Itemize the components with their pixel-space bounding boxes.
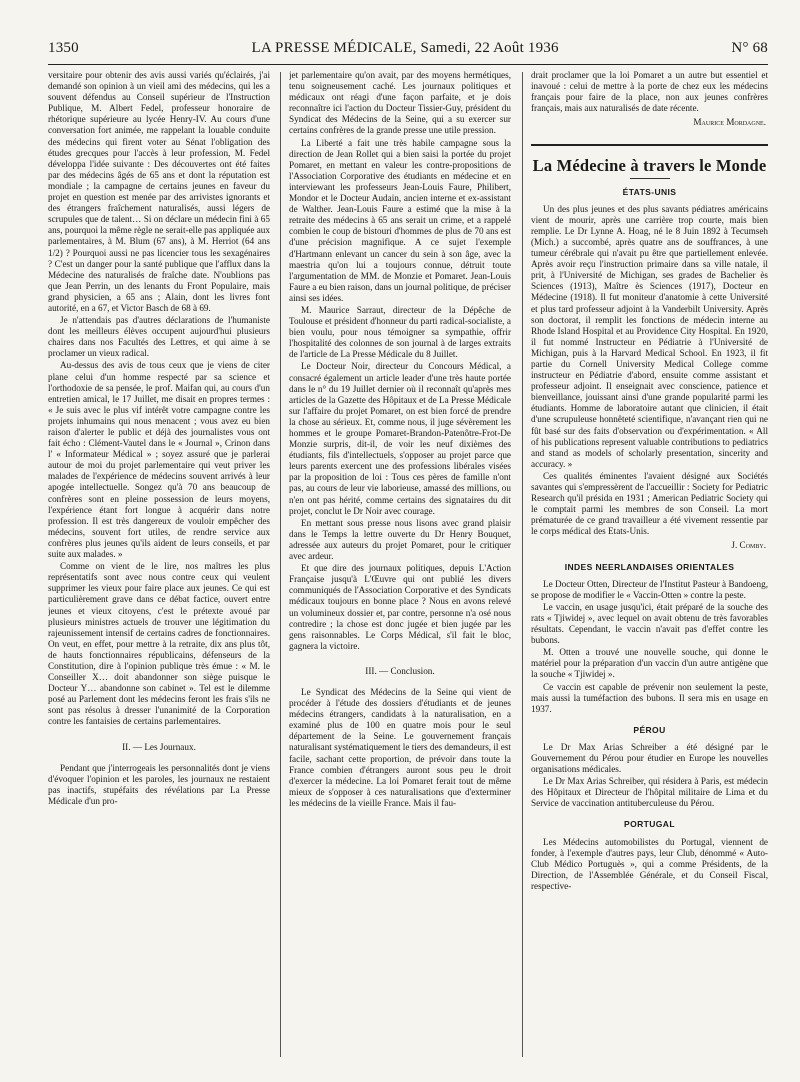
paragraph: Le Syndicat des Médecins de la Seine qui vient de procéder à l'étude des dossiers d'étudiants et de jeunes médecins étrangers, candidats à la naturalisation, en a examiné plus de 100 en quatre mois pour le seul département de la Seine. Le gouvernement français naturalisant systématiquement le tiers des demandeurs, il est facile, sachant cette proportion, de prévoir dans toute la France combien d'étrangers auront sous peu le droit d'exercer la médecine. La loi Pomaret ferait tout de même mieux de s'opposer à ces naturalisations que d'exterminer les médecins de la vieille France. Mais il fau- [289, 686, 511, 808]
paragraph: Le Dr Max Arias Schreiber a été désigné par le Gouvernement du Pérou pour étudier en Europe les nouvelles organisations médicales. [531, 741, 768, 775]
paragraph: Et que dire des journaux politiques, depuis L'Action Française jusqu'à L'Œuvre qui ont publié les divers communiqués de l'Association Corporative et des Syndicats médicaux toujours en bonne place ? Nous en avons relevé un volumineux dossier et, par contre, personne n'a osé nous contredire ; la chose est donc jugée et bien jugée par les gens raisonnables. Le Corps Médical, s'il fait le bloc, gagnera la victoire. [289, 563, 511, 651]
paragraph: Comme on vient de le lire, nos maîtres les plus représentatifs sont avec nous contre ceux qui veulent supprimer les vieux pour faire place aux jeunes. Ce qui est particulièrement grave dans ce débat factice, ouvert entre jeunes et vieux citoyens, c'est le prétexte avoué par plusieurs ministres actuels de trouver une légitimation du rajeunissement intensif de certains cadres de fonctionnaires. On veut, en effet, pour mettre à la retraite, dix ans plus tôt, de hauts fonctionnaires républicains, défenseurs de la Constitution, dire à l'opinion publique très émue : « M. le Conseiller X… doit abandonner son siège puisque le Docteur Y… abandonne son cabinet ». Tel est le dilemme posé au Parlement dont les médecins feront les frais s'ils ne sont pas résolus à dresser l'unanimité de la Corporation contre les fantaisies de certains parlementaires. [48, 561, 270, 727]
paragraph: Le vaccin, en usage jusqu'ici, était préparé de la souche des rats « Tjiwidej », avec lequel on avait obtenu de très favorables résultats. Cependant, le vaccin n'avait pas d'effet contre les bubons. [531, 601, 768, 646]
column-1 [48, 70, 270, 1060]
country-heading-etats-unis: ÉTATS-UNIS [622, 186, 677, 197]
paragraph: En mettant sous presse nous lisons avec grand plaisir dans le Temps la lettre ouverte du Dr Henry Bouquet, adressée aux auteurs du projet Pomaret, pour le critiquer avec ardeur. [289, 517, 511, 562]
country-heading-perou: PÉROU [633, 724, 666, 735]
paragraph: M. Maurice Sarraut, directeur de la Dépêche de Toulouse et président d'honneur du parti radical-socialiste, a bien voulu, pour nous témoigner sa sympathie, offrir l'hospitalité des colonnes de son journal à de larges extraits de l'article de La Presse Médicale du 8 Juillet. [289, 304, 511, 360]
paragraph: M. Otten a trouvé une nouvelle souche, qui donne le matériel pour la préparation d'un vaccin d'un autre antigène que la souche « Tjiwidej ». [531, 647, 768, 680]
column-2 [289, 70, 511, 1060]
paragraph: drait proclamer que la loi Pomaret a un autre but essentiel et inavoué : celui de mettre à la porte de chez eux les médecins français pour faire de la place, non aux jeunes confrères français, mais aux naturalisés de date récente. [531, 70, 768, 114]
issue-number: N° 68 [731, 40, 768, 56]
author-signature: Maurice Mordagne. [693, 117, 766, 128]
publication-title: LA PRESSE MÉDICALE, Samedi, 22 Août 1936 [251, 40, 559, 56]
paragraph: Au-dessus des avis de tous ceux que je viens de citer plane celui d'un homme respecté par sa science et l'orthodoxie de sa pensée, le prof. Maifan qui, au cours d'un entretien amical, le 17 Juillet, me disait en propres termes : « Je suis avec le plus vif intérêt votre campagne contre les projets inhumains qui nous menacent ; vous avez eu bien raison d'alerter le public et déjà des journalistes vous ont fait écho : Clément-Vautel dans le « Journal », Crinon dans l' « Informateur Médical » ; soyez assuré que je parlerai autour de moi du projet parlementaire qui veut priver les malades de l'expérience de médecins souvent arrivés à leur apogée intellectuelle. Songez qu'à 70 ans beaucoup de confrères sont en pleine possession de leurs moyens, l'expérience étant fort longue à acquérir dans notre profession. Il est très dangereux de vouloir empêcher des médecins, souvent fort utiles, de rendre service aux confrères plus jeunes qu'ils aident de leurs conseils, et par suite aux malades. » [48, 360, 270, 560]
paragraph: Un des plus jeunes et des plus savants pédiatres américains vient de mourir, après une carrière trop courte, mais bien remplie. Le Dr Lynne A. Hoag, né le 8 Juin 1892 à Tecumseh (Mich.) a succombé, après quatre ans de souffrances, à une tumeur cérébrale qui n'avait pu être que partiellement enlevée. Après avoir reçu l'instruction primaire dans sa ville natale, il prit, à l'Université de Michigan, ses grades de Bachelier ès Sciences (1913), Maître ès Sciences (1917), Docteur en Médecine (1918). Il fut moniteur d'anatomie à cette Université et plus tard professeur adjoint à la Vanderbilt University. Après son doctorat, il remplit les fonctions de médecin interne au Rhode Island Hospital et au Providence City Hospital. En 1920, il fut nommé Instructeur en Pédiatrie à l'Université de Michigan, puis à la Harvard Medical School. En 1923, il fit partie du Cornell University Medical College comme instructeur en Pédiatrie d'abord, ensuite comme assistant et professeur adjoint. Il enseignait avec conscience, patience et bienveillance, jouissant ainsi d'une grande popularité parmi les étudiants. Homme de laboratoire autant que clinicien, il était d'une scrupuleuse honnêteté scientifique, n'avançant rien qui ne fût basé sur des faits d'observation ou d'expérimentation. « All of his publications represent valuable contributions to pediatrics and stand as models of scholarly presentation, sincerity and accuracy. » [531, 203, 768, 469]
paragraph: Le Docteur Otten, Directeur de l'Institut Pasteur à Bandoeng, se propose de modifier le « Vaccin-Otten » contre la peste. [531, 578, 768, 600]
country-heading-portugal: PORTUGAL [624, 819, 675, 830]
paragraph: Les Médecins automobilistes du Portugal, viennent de fonder, à l'exemple d'autres pays, leur Club, dénommé « Auto-Club Médico Portuguès », qui a comme Présidents, de la Direction, de l'Assemblée Générale, et du Conseil Fiscal, respective- [531, 836, 768, 891]
paragraph: Pendant que j'interrogeais les personnalités dont je viens d'évoquer l'opinion et les paroles, les journaux ne restaient pas inactifs, stupéfaits des révélations par La Presse Médicale d'un pro- [48, 762, 270, 806]
subheading-journaux: II. — Les Journaux. [122, 741, 196, 752]
title-underline [630, 178, 670, 179]
paragraph: Ces qualités éminentes l'avaient désigné aux Sociétés savantes qui s'empressèrent de l'accueillir : Society for Pediatric Research qu'il présida en 1931 ; American Pediatric Society qui le comptait parmi les membres de son Conseil. La mort prématurée de ce grand travailleur a été vivement ressentie par le corps médical des Etats-Unis. [531, 470, 768, 537]
masthead-rule [48, 64, 768, 65]
paragraph: Le Docteur Noir, directeur du Concours Médical, a consacré également un article leader d'une très haute portée dans le n° du 19 Juillet dernier où il reconnaît qu'après mes articles de la Gazette des Hôpitaux et de La Presse Médicale sur l'affaire du projet Pomaret, on est bien forcé de prendre la chose au sérieux. Et, comme nous, il juge sévèrement les hommes et le groupe Pomaret-Brandon-Patenôtre-Frot-De Monzie surpris, dit-il, de voir les neuf dixièmes des étudiants, fils d'intellectuels, s'opposer au projet parce que leurs parents exercent une des professions libérales visées par la proposition de loi : Tous ces pères de famille n'ont pas, au cours de leur vie laborieuse, amassé des millions, ou n'en ont pas hérité, comme certains des signataires du dit projet, conclut le Dr Noir avec courage. [289, 361, 511, 516]
page-number: 1350 [48, 40, 79, 56]
country-heading-indes: INDES NEERLANDAISES ORIENTALES [564, 561, 735, 572]
paragraph: Ce vaccin est capable de prévenir non seulement la peste, mais aussi la tuméfaction des bubons. Il sera mis en usage en 1937. [531, 681, 768, 714]
paragraph: Le Dr Max Arias Schreiber, qui résidera à Paris, est médecin des Hôpitaux et Directeur de l'hôpital militaire de Lima et du Service de vaccination antituberculeuse du Pérou. [531, 776, 768, 809]
paragraph: versitaire pour obtenir des avis aussi variés qu'éclairés, j'ai demandé son opinion à un vieil ami des médecins, qui les a souvent défendus au Conseil supérieur de l'Instruction Publique, M. Albert Fedel, professeur honoraire de rhétorique supérieure au lycée Henry-IV. Au cours d'une conversation fort animée, me rappelant la louable conduite des médecins qui firent voter au Sénat l'obligation des études grecques pour l'accès à leur profession, M. Fedel développa l'idée suivante : Des découvertes ont été faites par des médecins âgés de 65 ans et dont la réputation est mondiale ; la campagne de certains jeunes en faveur du projet en question est menée par des arrivistes ignorants et des étrangers fraîchement naturalisés, aussi légers de scrupules que de talent… Si on déclare un médecin fini à 65 ans, pourquoi la même règle ne serait-elle pas appliquée aux parlementaires, à M. Blum (67 ans), à M. Herriot (64 ans 1/2) ? Pourquoi aussi ne pas licencier tous les sexagénaires ? C'est un danger pour la santé publique que l'afflux dans la Médecine des naturalisés de fraîche date. N'oublions pas que Jean Perrin, un des lenants du Front Populaire, mais grand physicien, a 65 ans ; Alain, dont les livres font autorité, en a 67, et Victor Basch de 68 à 69. [48, 70, 270, 313]
column-3 [531, 70, 768, 1060]
paragraph: La Liberté a fait une très habile campagne sous la direction de Jean Rollet qui a bien saisi la portée du projet Pomaret, en mettant en valeur les contre-propositions de l'Association Corporative des étudiants en médecine et en interviewant les professeurs Jean-Louis Faure, Philibert, Mondor et le Docteur Audain, ancien interne et ex-assistant de Walther. Jean-Louis Faure a estimé que la mise à la retraite des médecins à 65 ans serait un crime, et a rappelé combien le coup de bistouri d'hommes de plus de 70 ans est d'une précision magnifique. A ce sujet l'exemple d'Hartmann enlevant un cancer du sein à son âge, avec la maestria qu'on lui a toujours connue, détruit toute l'argumentation de MM. de Monzie et Pomaret. Jean-Louis Faure a eu bien raison, dans un journal politique, de préciser ainsi ses idées. [289, 137, 511, 303]
subheading-conclusion: III. — Conclusion. [365, 665, 435, 676]
paragraph: jet parlementaire qu'on avait, par des moyens hermétiques, tenu soigneusement caché. Les journaux politiques et médicaux ont réagi d'une façon parfaite, et je dois reconnaître ici l'action du Docteur Tissier-Guy, président du Syndicat des Médecins de la Seine, qui a su exercer sur certains confrères de la grande presse une utile pression. [289, 70, 511, 136]
section-rule [531, 144, 768, 146]
section-title: La Médecine à travers le Monde [532, 156, 767, 176]
masthead [48, 40, 768, 62]
author-signature: J. Comby. [731, 540, 766, 551]
article-columns [48, 70, 768, 1060]
paragraph: Je n'attendais pas d'autres déclarations de l'humaniste dont les meilleurs élèves occupent aujourd'hui plusieurs chaires dans nos Facultés des Lettres, et qui aime à se proclamer un vieux radical. [48, 315, 270, 359]
